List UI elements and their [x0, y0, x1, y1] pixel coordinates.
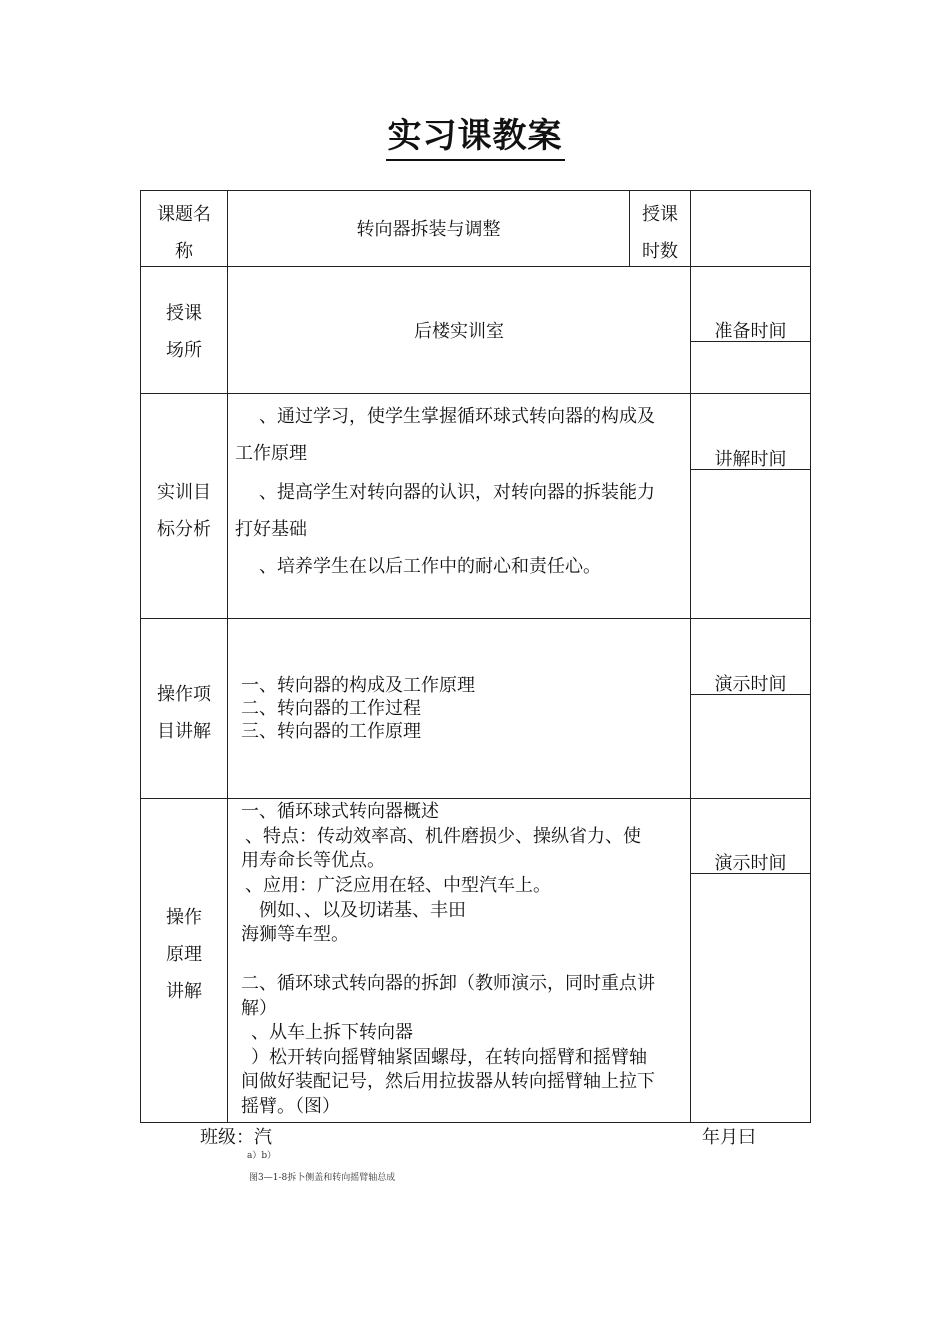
- date-label: 年月曰: [702, 1127, 756, 1148]
- principle-line: 海狮等车型。: [241, 924, 349, 945]
- objective-line: 打好基础: [235, 519, 307, 540]
- topic-name-label-line2: 称: [175, 241, 193, 262]
- figure-caption: 图3—1-8拆卜侧盖和转向摇臂轴总成: [249, 1173, 396, 1183]
- objective-line: 、培养学生在以后工作中的耐心和责任心。: [259, 556, 601, 577]
- operation-items-label-line2: 目讲解: [157, 721, 211, 742]
- principle-label-line1: 操作: [166, 907, 202, 928]
- demo-time-label: 演示时间: [714, 674, 787, 695]
- principle-line: 一、循环球式转向器概述: [241, 801, 439, 822]
- objective-line: 工作原理: [235, 443, 307, 464]
- principle-line: 二、循环球式转向器的拆卸（教师演示，同时重点讲: [241, 973, 655, 994]
- principle-line: 间做好装配记号，然后用拉拔器从转向摇臂轴上拉下: [241, 1071, 655, 1092]
- document-title: 实习课教案: [0, 108, 950, 157]
- lecture-time-label: 讲解时间: [714, 449, 787, 470]
- principle-label-line3: 讲解: [166, 981, 202, 1002]
- operation-items-label-line1: 操作项: [157, 684, 211, 705]
- principle-line: 摇臂。（图）: [241, 1096, 340, 1117]
- principle-line: 、特点：传动效率高、机件磨损少、操纵省力、使: [245, 826, 641, 847]
- topic-value: 转向器拆装与调整: [356, 219, 501, 240]
- place-value: 后楼实训室: [414, 321, 504, 342]
- figure-sublabels: a）b）: [247, 1151, 277, 1161]
- operation-item: 三、转向器的工作原理: [241, 721, 421, 742]
- place-label-line1: 授课: [166, 303, 202, 324]
- demo-time-label-2: 演示时间: [714, 853, 787, 874]
- objectives-label-line2: 标分析: [157, 519, 211, 540]
- hours-label-line2: 时数: [642, 241, 678, 262]
- principle-line: ）松开转向摇臂轴紧固螺母，在转向摇臂和摇臂轴: [251, 1047, 647, 1068]
- operation-item: 一、转向器的构成及工作原理: [241, 675, 475, 696]
- objectives-label-line1: 实训目: [157, 482, 211, 503]
- place-label-line2: 场所: [166, 340, 202, 361]
- topic-name-label-line1: 课题名: [157, 204, 211, 225]
- objective-line: 、通过学习，使学生掌握循环球式转向器的构成及: [259, 406, 655, 427]
- principle-line: 、应用：广泛应用在轻、中型汽车上。: [245, 875, 551, 896]
- principle-line: 用寿命长等优点。: [241, 850, 385, 871]
- principle-label-line2: 原理: [166, 944, 202, 965]
- prep-time-label: 准备时间: [714, 321, 787, 342]
- principle-line: 、从车上拆下转向器: [251, 1022, 413, 1043]
- objective-line: 、提高学生对转向器的认识，对转向器的拆装能力: [259, 482, 655, 503]
- operation-item: 二、转向器的工作过程: [241, 698, 421, 719]
- hours-label-line1: 授课: [642, 204, 678, 225]
- class-label: 班级：汽: [200, 1127, 272, 1148]
- principle-line: 例如、、以及切诺基、丰田: [259, 900, 466, 921]
- principle-line: 解）: [241, 998, 277, 1019]
